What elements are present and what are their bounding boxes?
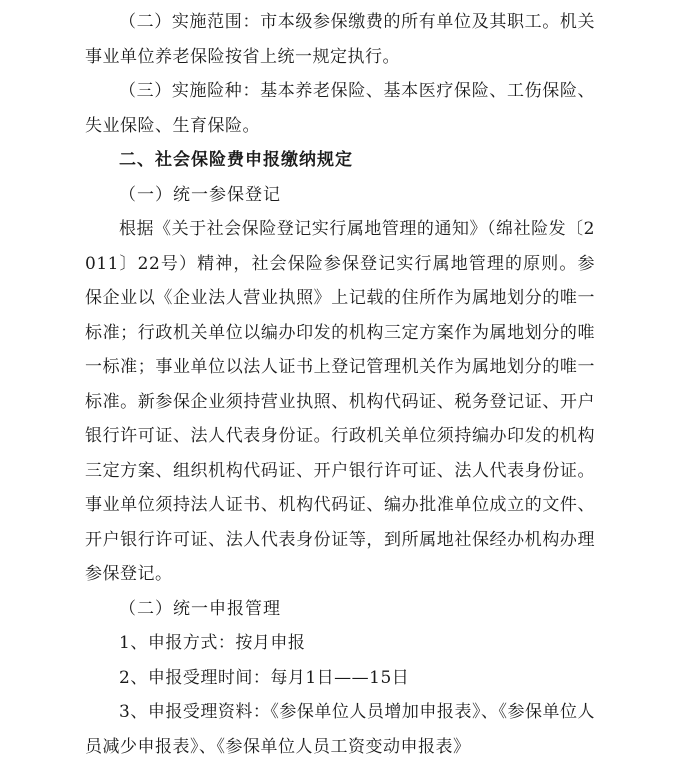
registration-paragraph: 根据《关于社会保险登记实行属地管理的通知》（绵社险发〔2011〕22号）精神，社会保险参保登记实行属地管理的原则。参保企业以《企业法人营业执照》上记载的住所作为属地划分的唯一标准；行政机关单位以编办印发的机构三定方案作为属地划分的唯一标准；事业单位以法人证书上登记管理机关作为属地划分的唯一标准。新参保企业须持营业执照、机构代码证、税务登记证、开户银行许可证、法人代表身份证。行政机关单位须持编办印发的机构三定方案、组织机构代码证、开户银行许可证、法人代表身份证。事业单位须持法人证书、机构代码证、编办批准单位成立的文件、开户银行许可证、法人代表身份证等，到所属地社保经办机构办理参保登记。 (85, 219, 595, 584)
list-item-method: 1、申报方式：按月申报 (119, 633, 306, 653)
list-item-time: 2、申报受理时间：每月1日——15日 (119, 667, 410, 688)
section-heading: 二、社会保险费申报缴纳规定 (119, 150, 353, 170)
subsection-heading-registration: （一）统一参保登记 (119, 184, 281, 205)
insurance-types-paragraph: （三）实施险种：基本养老保险、基本医疗保险、工伤保险、失业保险、生育保险。 (85, 81, 595, 136)
scope-paragraph: （二）实施范围：市本级参保缴费的所有单位及其职工。机关事业单位养老保险按省上统一规定执行。 (85, 12, 595, 67)
list-item-materials: 3、申报受理资料：《参保单位人员增加申报表》、《参保单位人员减少申报表》、《参保单位人员工资变动申报表》 (85, 702, 595, 757)
subsection-heading-declaration: （二）统一申报管理 (119, 598, 281, 619)
